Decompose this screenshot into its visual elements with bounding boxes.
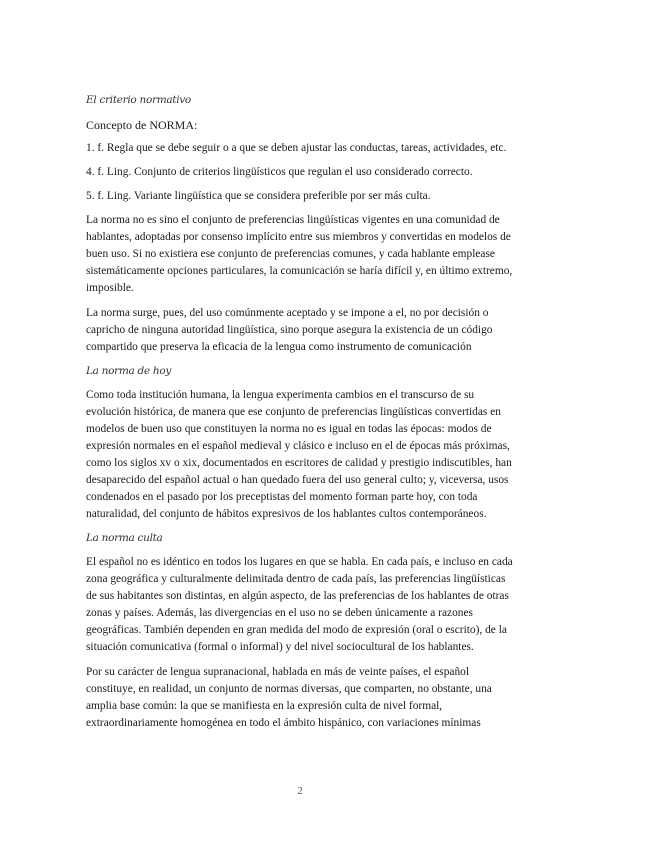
definition-1: 1. f. Regla que se debe seguir o a que se deben ajustar las conductas, tareas, actividades, etc. [86, 142, 507, 154]
section-heading-hoy: La norma de hoy [86, 365, 172, 377]
definition-5: 5. f. Ling. Variante lingüística que se considera preferible por ser más culta. [86, 190, 431, 202]
culta-paragraph-1: El español no es idéntico en todos los lugares en que se habla. En cada país, e incluso en cada zona geográfica y culturalmente delimitada dentro de cada país, las preferencias lingüísticas de sus habitantes son distintas, en algún aspecto, de las preferencias de los hablantes de otras zonas y países. Además, las divergencias en el uso no se deben únicamente a razones geográficas. También dependen en gran medida del modo de expresión (oral o escrito), de la situación comunicativa (formal o informal) y del nivel sociocultural de los hablantes. [86, 556, 513, 653]
culta-paragraph-2: Por su carácter de lengua supranacional, hablada en más de veinte países, el español constituye, en realidad, un conjunto de normas diversas, que comparten, no obstante, una amplia base común: la que se manifiesta en la expresión culta de nivel formal, extraordinariamente homogénea en todo el ámbito hispánico, con variaciones mínimas [86, 666, 492, 729]
page-content [86, 93, 516, 740]
intro-paragraph-1: La norma no es sino el conjunto de preferencias lingüísticas vigentes en una comunidad de hablantes, adoptadas por consenso implícito entre sus miembros y convertidas en modelos de buen uso. Si no existiera ese conjunto de preferencias comunes, y cada hablante emplease sistemáticamente opciones particulares, la comunicación se haría difícil y, en último extremo, imposible. [86, 214, 513, 294]
section-heading-criterio: El criterio normativo [86, 94, 191, 106]
intro-paragraph-2: La norma surge, pues, del uso comúnmente aceptado y se impone a el, no por decisión o capricho de ninguna autoridad lingüística, sino porque asegura la existencia de un código compartido que preserva la eficacia de la lengua como instrumento de comunicación [86, 307, 493, 353]
page-number: 2 [297, 785, 303, 797]
section-heading-culta: La norma culta [86, 532, 163, 544]
definition-4: 4. f. Ling. Conjunto de criterios lingüísticos que regulan el uso considerado correcto. [86, 166, 473, 178]
hoy-paragraph: Como toda institución humana, la lengua experimenta cambios en el transcurso de su evolución histórica, de manera que ese conjunto de preferencias lingüísticas convertidas en modelos de buen uso que constituyen la norma no es igual en todas las épocas: modos de expresión normales en el español medieval y clásico e incluso en el de épocas más próximas, como los siglos xv o xix, documentados en escritores de calidad y prestigio indiscutibles, han desaparecido del español actual o han quedado fuera del uso general culto; y, viceversa, usos condenados en el pasado por los preceptistas del momento forman parte hoy, con toda naturalidad, del conjunto de hábitos expresivos de los hablantes cultos contemporáneos. [86, 389, 512, 520]
concept-title: Concepto de NORMA: [86, 118, 198, 132]
